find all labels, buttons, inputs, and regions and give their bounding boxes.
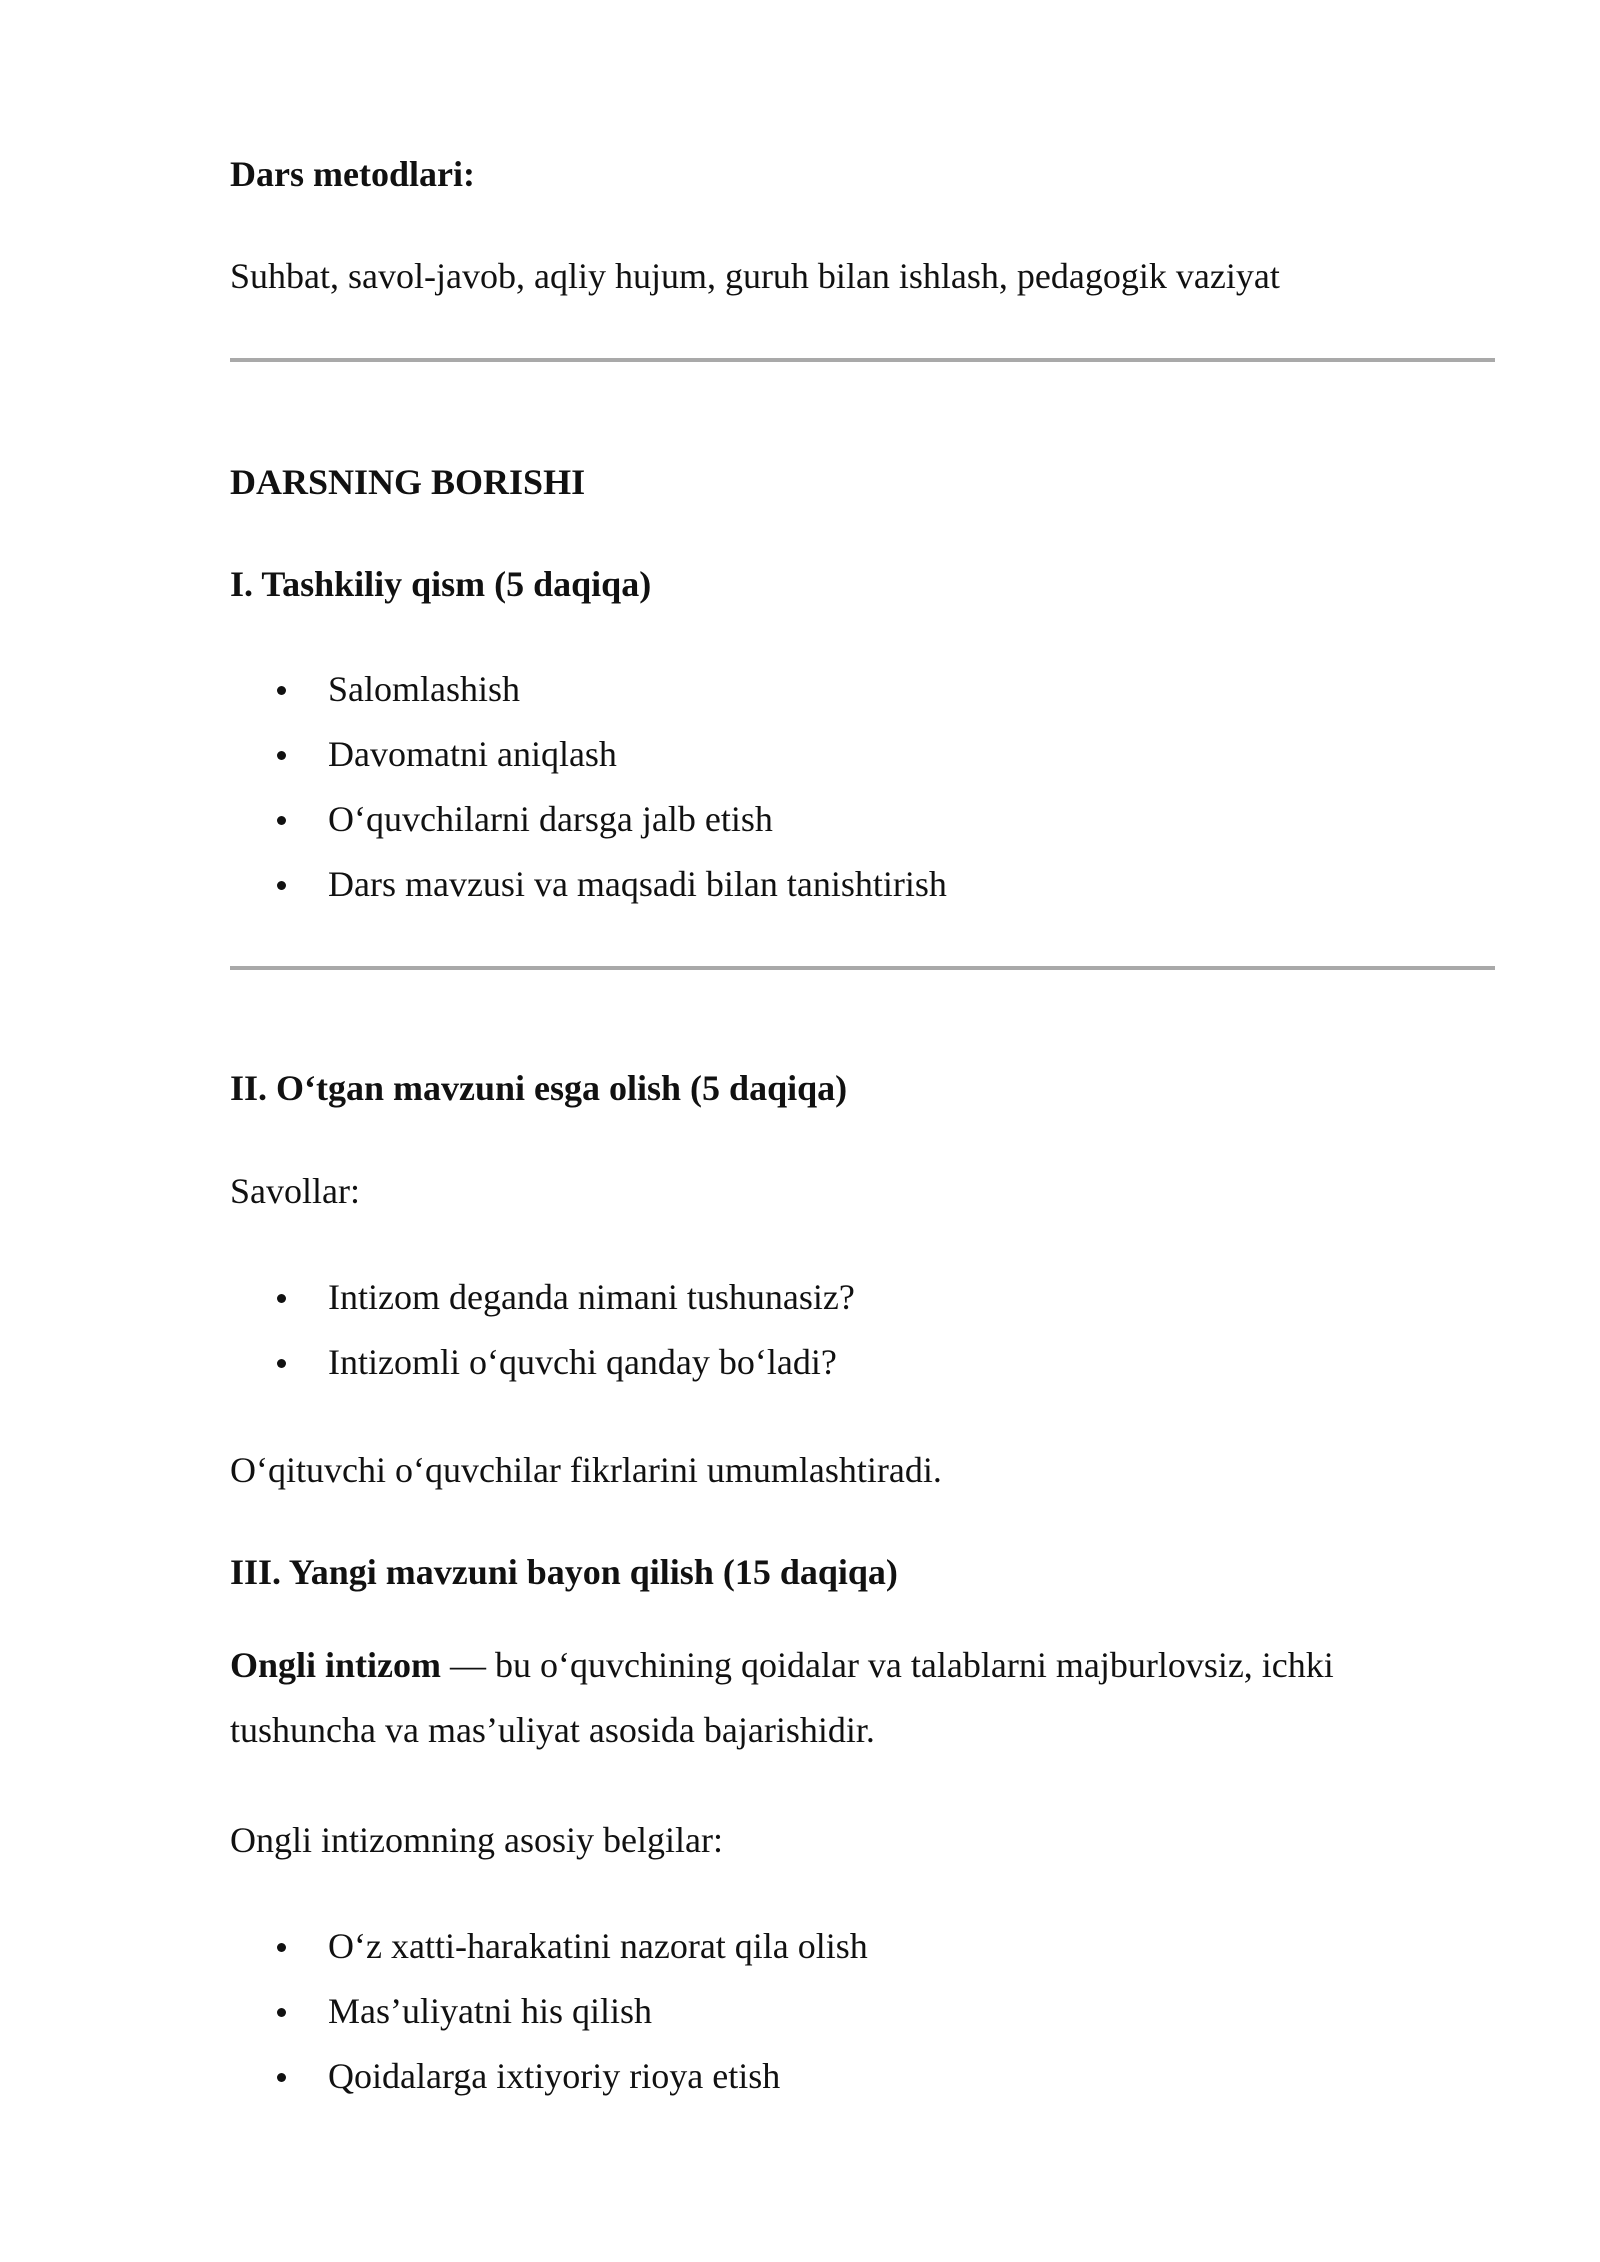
bullet-icon bbox=[277, 2008, 286, 2017]
section3-list bbox=[230, 1914, 1495, 2109]
definition-text: — bu o‘quvchining qoidalar va talablarni majburlovsiz, ichki tushuncha va mas’uliyat asosida bajarishidir. bbox=[230, 1645, 1334, 1750]
list-item-text: Salomlashish bbox=[328, 669, 521, 709]
divider bbox=[230, 358, 1495, 362]
list-item bbox=[230, 852, 1495, 917]
methods-heading: Dars metodlari: bbox=[230, 154, 475, 194]
list-item bbox=[230, 1979, 1495, 2044]
bullet-icon bbox=[277, 1943, 286, 1952]
list-item bbox=[230, 2044, 1495, 2109]
section2-list bbox=[230, 1265, 1495, 1395]
bullet-icon bbox=[277, 881, 286, 890]
bullet-icon bbox=[277, 1359, 286, 1368]
list-item bbox=[230, 1330, 1495, 1395]
list-item bbox=[230, 1265, 1495, 1330]
list-item-text: O‘quvchilarni darsga jalb etish bbox=[328, 799, 773, 839]
section2-summary: O‘qituvchi o‘quvchilar fikrlarini umumlashtiradi. bbox=[230, 1450, 942, 1490]
section2-heading: II. O‘tgan mavzuni esga olish (5 daqiqa) bbox=[230, 1068, 848, 1108]
bullet-icon bbox=[277, 2073, 286, 2082]
list-item-text: Qoidalarga ixtiyoriy rioya etish bbox=[328, 2056, 781, 2096]
signs-label: Ongli intizomning asosiy belgilar: bbox=[230, 1820, 723, 1860]
bullet-icon bbox=[277, 686, 286, 695]
list-item-text: Dars mavzusi va maqsadi bilan tanishtirish bbox=[328, 864, 947, 904]
list-item bbox=[230, 657, 1495, 722]
section1-heading: I. Tashkiliy qism (5 daqiqa) bbox=[230, 564, 652, 604]
bullet-icon bbox=[277, 1294, 286, 1303]
lesson-title: DARSNING BORISHI bbox=[230, 462, 586, 502]
section1-list bbox=[230, 657, 1495, 917]
list-item-text: Mas’uliyatni his qilish bbox=[328, 1991, 652, 2031]
bullet-icon bbox=[277, 816, 286, 825]
list-item bbox=[230, 787, 1495, 852]
list-item bbox=[230, 722, 1495, 787]
list-item-text: Davomatni aniqlash bbox=[328, 734, 617, 774]
list-item-text: Intizom deganda nimani tushunasiz? bbox=[328, 1277, 855, 1317]
methods-text: Suhbat, savol-javob, aqliy hujum, guruh bilan ishlash, pedagogik vaziyat bbox=[230, 256, 1280, 296]
section3-heading: III. Yangi mavzuni bayon qilish (15 daqiqa) bbox=[230, 1552, 898, 1592]
list-item-text: O‘z xatti-harakatini nazorat qila olish bbox=[328, 1926, 868, 1966]
divider bbox=[230, 966, 1495, 970]
definition-paragraph bbox=[230, 1633, 1470, 1763]
list-item-text: Intizomli o‘quvchi qanday bo‘ladi? bbox=[328, 1342, 837, 1382]
bullet-icon bbox=[277, 751, 286, 760]
list-item bbox=[230, 1914, 1495, 1979]
questions-label: Savollar: bbox=[230, 1171, 360, 1211]
definition-term: Ongli intizom bbox=[230, 1645, 442, 1685]
